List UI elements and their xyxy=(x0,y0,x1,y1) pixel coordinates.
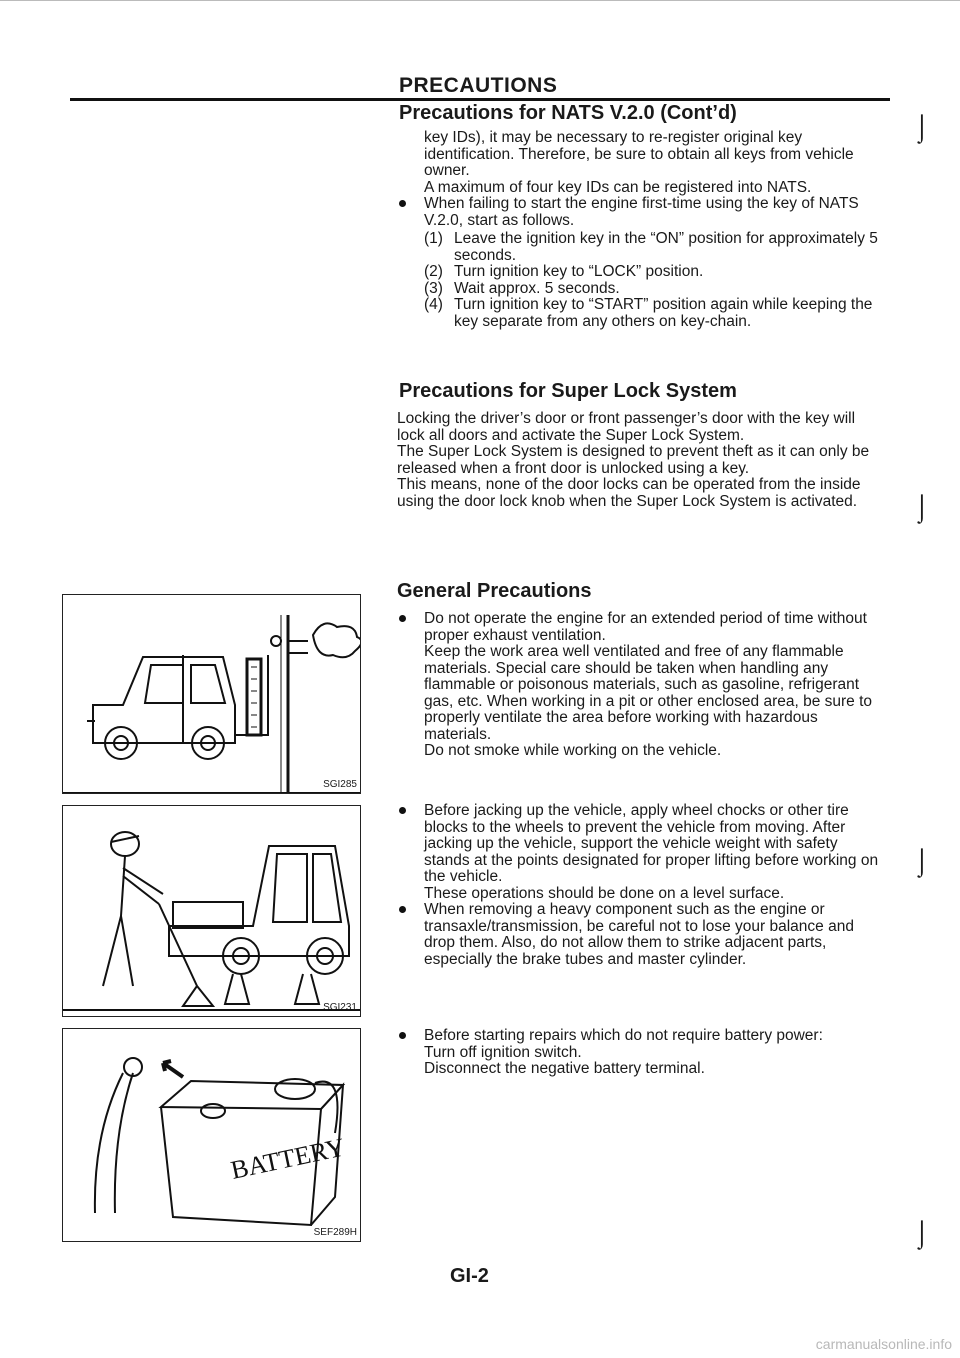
figure-exhaust-ventilation xyxy=(62,594,361,794)
bullet-dot xyxy=(399,1032,406,1039)
general-bullet-4 xyxy=(424,1028,884,1045)
nats-paragraph-1: key IDs), it may be necessary to re-register original key identification. Therefore, be sure to obtain all keys from vehicle owner. xyxy=(424,129,854,179)
nats-step-4 xyxy=(424,297,894,330)
page-number: GI-2 xyxy=(450,1265,489,1287)
bullet-dot xyxy=(399,200,406,207)
jack-illustration xyxy=(63,806,360,1016)
super-lock-paragraph-1: Locking the driver’s door or front passenger’s door with the key will lock all doors and activate the Super Lock System. xyxy=(397,410,856,444)
battery-illustration xyxy=(63,1029,360,1241)
general-bullet-2 xyxy=(424,803,884,886)
binding-mark: ⌡ xyxy=(914,112,930,142)
binding-mark: ⌡ xyxy=(914,1218,930,1248)
general-block-1 xyxy=(424,611,884,760)
step-number: (1) xyxy=(424,230,443,247)
nats-bullet xyxy=(424,196,894,229)
nats-step-3 xyxy=(424,281,894,298)
bullet-dot xyxy=(399,807,406,814)
step-number: (3) xyxy=(424,279,443,297)
figure-label: SGI231 xyxy=(323,1002,357,1013)
general-bullet-4-paragraph-2: Turn off ignition switch. xyxy=(424,1043,582,1061)
super-lock-paragraph-2: The Super Lock System is designed to prevent theft as it can only be released when a front door is unlocked using a key. xyxy=(397,443,870,477)
general-bullet-3 xyxy=(424,902,884,968)
car-exhaust-illustration xyxy=(63,595,360,793)
step-text: Turn ignition key to “START” position again while keeping the key separate from any others on key-chain. xyxy=(454,296,873,330)
step-number: (2) xyxy=(424,263,443,280)
general-bullet-2-paragraph-2: These operations should be done on a level surface. xyxy=(424,884,785,902)
general-bullet-2-text: Before jacking up the vehicle, apply wheel chocks or other tire blocks to the wheels to prevent the vehicle from moving. After jacking up the vehicle, support the vehicle weight with safety stands at the points designated for proper lifting before working on the vehicle. xyxy=(424,802,879,885)
general-bullet-4-paragraph-3: Disconnect the negative battery terminal. xyxy=(424,1060,705,1077)
figure-label: SEF289H xyxy=(313,1227,357,1238)
super-lock-paragraph-3: This means, none of the door locks can be operated from the inside using the door lock knob when the Super Lock System is activated. xyxy=(397,476,861,510)
general-bullet-1-paragraph-2: Keep the work area well ventilated and free of any flammable materials. Special care should be taken when handling any flammable or poisonous materials, such as gasoline, refrigerant gas, etc. When working in a pit or other enclosed area, be sure to properly ventilate the area before working with hazardous materials. xyxy=(424,643,873,743)
nats-body xyxy=(424,130,894,330)
super-lock-body xyxy=(397,411,884,510)
step-text: Wait approx. 5 seconds. xyxy=(454,279,620,297)
bullet-dot xyxy=(399,615,406,622)
nats-step-1 xyxy=(424,231,894,264)
battery-label: BATTERY xyxy=(228,1132,348,1185)
header-rule xyxy=(70,98,890,101)
binding-mark: ⌡ xyxy=(914,846,930,876)
general-bullet-1-text: Do not operate the engine for an extended period of time without proper exhaust ventilation. xyxy=(424,610,867,644)
general-block-3 xyxy=(424,1028,884,1078)
top-edge-line xyxy=(0,0,960,1)
general-block-2 xyxy=(424,803,884,968)
nats-heading: Precautions for NATS V.2.0 (Cont’d) xyxy=(399,102,737,124)
step-number: (4) xyxy=(424,296,443,313)
nats-step-2 xyxy=(424,264,894,281)
figure-jacking-vehicle xyxy=(62,805,361,1017)
binding-mark: ⌡ xyxy=(914,492,930,522)
general-bullet-1-paragraph-3: Do not smoke while working on the vehicle. xyxy=(424,742,722,759)
watermark: carmanualsonline.info xyxy=(815,1336,952,1352)
general-bullet-1 xyxy=(424,611,884,644)
figure-battery xyxy=(62,1028,361,1242)
figure-label: SGI285 xyxy=(323,779,357,790)
step-text: Turn ignition key to “LOCK” position. xyxy=(454,263,704,280)
general-bullet-4-text: Before starting repairs which do not require battery power: xyxy=(424,1027,823,1044)
nats-paragraph-2: A maximum of four key IDs can be registered into NATS. xyxy=(424,178,812,196)
super-lock-heading: Precautions for Super Lock System xyxy=(399,380,737,402)
step-text: Leave the ignition key in the “ON” position for approximately 5 seconds. xyxy=(454,230,878,264)
bullet-dot xyxy=(399,906,406,913)
general-bullet-3-text: When removing a heavy component such as the engine or transaxle/transmission, be careful not to lose your balance and drop them. Also, do not allow them to strike adjacent parts, especially the brake tubes and master cylinder. xyxy=(424,901,854,968)
general-heading: General Precautions xyxy=(397,580,592,602)
nats-bullet-text: When failing to start the engine first-time using the key of NATS V.2.0, start as follows. xyxy=(424,195,859,229)
section-title: PRECAUTIONS xyxy=(399,74,558,97)
